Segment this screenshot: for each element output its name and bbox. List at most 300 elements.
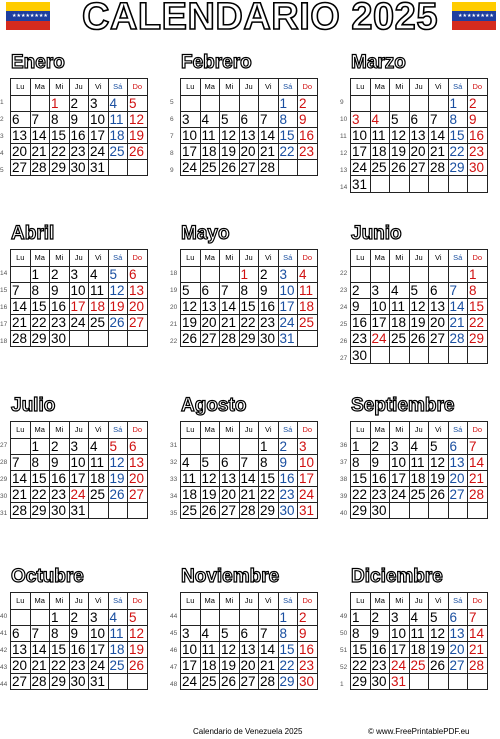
empty-cell xyxy=(181,439,201,455)
day-cell: 5 xyxy=(200,455,220,471)
day-cell: 23 xyxy=(259,315,279,331)
empty-cell xyxy=(351,96,371,112)
day-cell: 23 xyxy=(50,487,70,503)
day-cell: 2 xyxy=(278,439,298,455)
day-cell: 20 xyxy=(220,487,240,503)
day-cell: 29 xyxy=(278,674,298,690)
day-cell: 3 xyxy=(89,96,109,112)
day-cell: 1 xyxy=(278,610,298,626)
week-number: 29 xyxy=(0,476,8,484)
day-cell: 25 xyxy=(108,144,128,160)
day-cell: 11 xyxy=(89,455,109,471)
day-cell: 20 xyxy=(448,642,468,658)
week-number: 32 xyxy=(170,459,178,467)
day-cell: 12 xyxy=(108,455,128,471)
day-cell: 9 xyxy=(298,112,318,128)
day-cell: 19 xyxy=(390,144,410,160)
week-number: 48 xyxy=(170,681,178,689)
day-cell: 4 xyxy=(200,626,220,642)
day-cell: 22 xyxy=(50,658,70,674)
week-number: 8 xyxy=(170,150,174,158)
weekday-header: Sá xyxy=(448,422,468,439)
day-cell: 21 xyxy=(468,642,488,658)
day-cell: 20 xyxy=(11,144,31,160)
day-cell: 12 xyxy=(220,128,240,144)
empty-cell xyxy=(370,96,390,112)
weekday-header: Vi xyxy=(89,250,109,267)
day-cell: 18 xyxy=(298,299,318,315)
day-cell: 29 xyxy=(30,503,50,519)
day-cell: 15 xyxy=(30,471,50,487)
week-number: 14 xyxy=(0,270,8,277)
day-cell: 6 xyxy=(128,267,148,283)
weekday-header: Do xyxy=(298,79,318,96)
day-cell: 18 xyxy=(409,642,429,658)
week-number: 44 xyxy=(0,681,8,689)
day-cell: 10 xyxy=(89,626,109,642)
empty-cell xyxy=(128,160,148,176)
day-cell: 28 xyxy=(11,331,31,347)
weekday-header: Mi xyxy=(390,422,410,439)
empty-cell xyxy=(370,267,390,283)
day-cell: 19 xyxy=(108,471,128,487)
empty-cell xyxy=(30,610,50,626)
week-number: 42 xyxy=(0,647,8,655)
weekday-header: Vi xyxy=(89,79,109,96)
week-number: 9 xyxy=(170,167,174,175)
day-cell: 9 xyxy=(370,626,390,642)
day-cell: 11 xyxy=(370,128,390,144)
day-cell: 10 xyxy=(351,128,371,144)
day-cell: 6 xyxy=(429,283,449,299)
day-cell: 3 xyxy=(298,439,318,455)
day-cell: 5 xyxy=(181,283,201,299)
day-cell: 23 xyxy=(298,658,318,674)
day-cell: 2 xyxy=(370,610,390,626)
empty-cell xyxy=(409,176,429,192)
day-cell: 29 xyxy=(351,503,371,519)
empty-cell xyxy=(11,439,31,455)
day-cell: 3 xyxy=(181,112,201,128)
week-number: 46 xyxy=(170,647,178,655)
empty-cell xyxy=(390,347,410,363)
day-cell: 15 xyxy=(30,299,50,315)
day-cell: 30 xyxy=(351,347,371,363)
day-cell: 4 xyxy=(200,112,220,128)
day-cell: 1 xyxy=(50,610,70,626)
day-cell: 1 xyxy=(448,96,468,112)
day-cell: 14 xyxy=(11,471,31,487)
day-cell: 9 xyxy=(50,455,70,471)
day-cell: 16 xyxy=(351,315,371,331)
week-number: 17 xyxy=(0,321,8,329)
day-cell: 7 xyxy=(468,439,488,455)
day-cell: 13 xyxy=(128,283,148,299)
empty-cell xyxy=(181,267,201,283)
month-grid xyxy=(350,592,488,690)
day-cell: 23 xyxy=(351,331,371,347)
day-cell: 26 xyxy=(108,487,128,503)
day-cell: 18 xyxy=(108,128,128,144)
week-number: 12 xyxy=(340,150,348,158)
day-cell: 29 xyxy=(239,331,259,347)
empty-cell xyxy=(200,439,220,455)
day-cell: 8 xyxy=(50,112,70,128)
day-cell: 7 xyxy=(11,283,31,299)
day-cell: 13 xyxy=(448,626,468,642)
day-cell: 28 xyxy=(239,503,259,519)
empty-cell xyxy=(11,96,31,112)
weekday-header: Mi xyxy=(220,593,240,610)
day-cell: 7 xyxy=(220,283,240,299)
week-numbers xyxy=(340,437,350,522)
day-cell: 26 xyxy=(108,315,128,331)
month-name: Abril xyxy=(11,223,55,244)
day-cell: 10 xyxy=(278,283,298,299)
day-cell: 30 xyxy=(69,160,89,176)
week-number: 31 xyxy=(170,442,178,449)
day-cell: 19 xyxy=(429,471,449,487)
weekday-header: Do xyxy=(468,250,488,267)
day-cell: 14 xyxy=(468,455,488,471)
day-cell: 8 xyxy=(50,626,70,642)
day-cell: 27 xyxy=(429,331,449,347)
empty-cell xyxy=(409,96,429,112)
day-cell: 20 xyxy=(128,471,148,487)
week-number: 6 xyxy=(170,116,174,124)
month-grid xyxy=(180,78,318,176)
day-cell: 2 xyxy=(468,96,488,112)
day-cell: 26 xyxy=(220,160,240,176)
weekday-header: Ma xyxy=(370,79,390,96)
day-cell: 19 xyxy=(108,299,128,315)
day-cell: 3 xyxy=(89,610,109,626)
day-cell: 21 xyxy=(239,487,259,503)
week-number: 49 xyxy=(340,613,348,620)
day-cell: 15 xyxy=(239,299,259,315)
day-cell: 19 xyxy=(200,487,220,503)
day-cell: 22 xyxy=(259,487,279,503)
day-cell: 12 xyxy=(128,626,148,642)
day-cell: 14 xyxy=(220,299,240,315)
day-cell: 22 xyxy=(30,487,50,503)
day-cell: 2 xyxy=(370,439,390,455)
empty-cell xyxy=(409,503,429,519)
day-cell: 13 xyxy=(429,299,449,315)
weekday-header: Ma xyxy=(200,593,220,610)
day-cell: 9 xyxy=(370,455,390,471)
day-cell: 21 xyxy=(259,144,279,160)
day-cell: 22 xyxy=(30,315,50,331)
day-cell: 16 xyxy=(278,471,298,487)
week-numbers xyxy=(340,265,350,368)
month-grid xyxy=(10,249,148,347)
day-cell: 24 xyxy=(69,315,89,331)
weekday-header: Ma xyxy=(30,79,50,96)
day-cell: 4 xyxy=(89,439,109,455)
day-cell: 12 xyxy=(390,128,410,144)
day-cell: 17 xyxy=(89,128,109,144)
week-number: 9 xyxy=(340,99,344,106)
day-cell: 18 xyxy=(89,471,109,487)
day-cell: 3 xyxy=(351,112,371,128)
week-number: 22 xyxy=(340,270,348,277)
empty-cell xyxy=(259,96,279,112)
day-cell: 22 xyxy=(448,144,468,160)
weekday-header: Ju xyxy=(409,422,429,439)
weekday-header: Lu xyxy=(351,250,371,267)
day-cell: 26 xyxy=(429,658,449,674)
day-cell: 30 xyxy=(50,331,70,347)
weekday-header: Sá xyxy=(278,79,298,96)
day-cell: 26 xyxy=(128,144,148,160)
day-cell: 13 xyxy=(200,299,220,315)
empty-cell xyxy=(181,96,201,112)
week-number: 13 xyxy=(340,167,348,175)
weekday-header: Sá xyxy=(448,250,468,267)
weekday-header: Do xyxy=(128,79,148,96)
day-cell: 1 xyxy=(30,439,50,455)
day-cell: 26 xyxy=(220,674,240,690)
day-cell: 30 xyxy=(468,160,488,176)
day-cell: 3 xyxy=(181,626,201,642)
day-cell: 17 xyxy=(89,642,109,658)
day-cell: 16 xyxy=(298,128,318,144)
day-cell: 17 xyxy=(69,471,89,487)
day-cell: 16 xyxy=(50,299,70,315)
day-cell: 10 xyxy=(69,283,89,299)
day-cell: 22 xyxy=(468,315,488,331)
day-cell: 4 xyxy=(108,96,128,112)
day-cell: 2 xyxy=(50,267,70,283)
day-cell: 13 xyxy=(220,471,240,487)
empty-cell xyxy=(30,96,50,112)
empty-cell xyxy=(239,96,259,112)
weekday-header: Mi xyxy=(390,593,410,610)
day-cell: 19 xyxy=(220,144,240,160)
day-cell: 4 xyxy=(390,283,410,299)
day-cell: 25 xyxy=(390,331,410,347)
empty-cell xyxy=(220,439,240,455)
day-cell: 20 xyxy=(200,315,220,331)
day-cell: 22 xyxy=(50,144,70,160)
day-cell: 2 xyxy=(298,96,318,112)
day-cell: 13 xyxy=(239,128,259,144)
day-cell: 6 xyxy=(448,610,468,626)
weekday-header: Ma xyxy=(370,593,390,610)
day-cell: 16 xyxy=(370,471,390,487)
day-cell: 23 xyxy=(69,658,89,674)
week-number: 37 xyxy=(340,459,348,467)
empty-cell xyxy=(108,674,128,690)
week-number: 38 xyxy=(340,476,348,484)
weekday-header: Ju xyxy=(69,593,89,610)
weekday-header: Mi xyxy=(390,250,410,267)
empty-cell xyxy=(429,267,449,283)
day-cell: 18 xyxy=(370,144,390,160)
weekday-header: Vi xyxy=(259,250,279,267)
day-cell: 20 xyxy=(409,144,429,160)
weekday-header: Do xyxy=(468,593,488,610)
page-title: CALENDARIO 2025 xyxy=(82,0,438,38)
day-cell: 20 xyxy=(239,144,259,160)
week-number: 20 xyxy=(170,304,178,312)
day-cell: 4 xyxy=(181,455,201,471)
day-cell: 14 xyxy=(30,128,50,144)
day-cell: 31 xyxy=(89,160,109,176)
week-number: 25 xyxy=(340,321,348,329)
day-cell: 9 xyxy=(351,299,371,315)
day-cell: 30 xyxy=(259,331,279,347)
weekday-header: Sá xyxy=(448,79,468,96)
weekday-header: Lu xyxy=(11,250,31,267)
day-cell: 17 xyxy=(278,299,298,315)
weekday-header: Lu xyxy=(181,250,201,267)
day-cell: 11 xyxy=(409,626,429,642)
venezuela-flag-left: ★★★★★★★★ xyxy=(6,2,50,30)
day-cell: 29 xyxy=(50,674,70,690)
day-cell: 18 xyxy=(390,315,410,331)
weekday-header: Do xyxy=(128,250,148,267)
empty-cell xyxy=(370,176,390,192)
week-numbers xyxy=(170,608,180,693)
week-number: 18 xyxy=(170,270,178,277)
week-numbers xyxy=(340,94,350,197)
day-cell: 10 xyxy=(69,455,89,471)
day-cell: 11 xyxy=(390,299,410,315)
day-cell: 9 xyxy=(69,626,89,642)
day-cell: 23 xyxy=(370,658,390,674)
weekday-header: Do xyxy=(128,422,148,439)
day-cell: 7 xyxy=(30,112,50,128)
day-cell: 25 xyxy=(298,315,318,331)
weekday-header: Do xyxy=(298,422,318,439)
day-cell: 2 xyxy=(69,610,89,626)
week-number: 44 xyxy=(170,613,178,620)
month-grid xyxy=(180,421,318,519)
day-cell: 4 xyxy=(298,267,318,283)
weekday-header: Do xyxy=(468,422,488,439)
day-cell: 17 xyxy=(370,315,390,331)
day-cell: 26 xyxy=(409,331,429,347)
day-cell: 2 xyxy=(259,267,279,283)
day-cell: 6 xyxy=(448,439,468,455)
week-number: 33 xyxy=(170,476,178,484)
day-cell: 28 xyxy=(468,658,488,674)
week-numbers xyxy=(340,608,350,693)
day-cell: 14 xyxy=(259,128,279,144)
day-cell: 3 xyxy=(69,439,89,455)
day-cell: 17 xyxy=(69,299,89,315)
day-cell: 20 xyxy=(128,299,148,315)
day-cell: 16 xyxy=(69,642,89,658)
month-name: Febrero xyxy=(181,52,252,73)
day-cell: 13 xyxy=(128,455,148,471)
weekday-header: Ju xyxy=(239,79,259,96)
day-cell: 29 xyxy=(50,160,70,176)
day-cell: 22 xyxy=(278,144,298,160)
day-cell: 21 xyxy=(30,658,50,674)
day-cell: 19 xyxy=(429,642,449,658)
day-cell: 17 xyxy=(390,471,410,487)
day-cell: 13 xyxy=(11,128,31,144)
day-cell: 5 xyxy=(220,112,240,128)
day-cell: 2 xyxy=(351,283,371,299)
day-cell: 10 xyxy=(390,455,410,471)
day-cell: 23 xyxy=(298,144,318,160)
weekday-header: Do xyxy=(128,593,148,610)
day-cell: 14 xyxy=(11,299,31,315)
weekday-header: Mi xyxy=(50,593,70,610)
day-cell: 16 xyxy=(259,299,279,315)
weekday-header: Sá xyxy=(278,422,298,439)
week-number: 1 xyxy=(0,99,4,106)
month-grid xyxy=(350,78,488,193)
weekday-header: Vi xyxy=(429,79,449,96)
day-cell: 1 xyxy=(278,96,298,112)
day-cell: 28 xyxy=(30,674,50,690)
day-cell: 7 xyxy=(239,455,259,471)
day-cell: 31 xyxy=(69,503,89,519)
month-name: Julio xyxy=(11,395,56,416)
weekday-header: Ma xyxy=(200,250,220,267)
empty-cell xyxy=(468,503,488,519)
day-cell: 6 xyxy=(220,455,240,471)
weekday-header: Ju xyxy=(239,250,259,267)
week-number: 4 xyxy=(0,150,4,158)
empty-cell xyxy=(220,96,240,112)
day-cell: 23 xyxy=(278,487,298,503)
weekday-header: Mi xyxy=(50,250,70,267)
day-cell: 1 xyxy=(30,267,50,283)
month-grid xyxy=(180,249,318,347)
day-cell: 13 xyxy=(409,128,429,144)
empty-cell xyxy=(390,96,410,112)
weekday-header: Sá xyxy=(278,250,298,267)
day-cell: 25 xyxy=(200,674,220,690)
weekday-header: Ju xyxy=(69,250,89,267)
day-cell: 5 xyxy=(108,439,128,455)
weekday-header: Vi xyxy=(429,593,449,610)
day-cell: 24 xyxy=(370,331,390,347)
day-cell: 24 xyxy=(390,487,410,503)
day-cell: 17 xyxy=(181,658,201,674)
day-cell: 8 xyxy=(239,283,259,299)
week-number: 11 xyxy=(340,133,347,141)
day-cell: 6 xyxy=(200,283,220,299)
empty-cell xyxy=(11,610,31,626)
week-number: 40 xyxy=(340,510,348,518)
day-cell: 21 xyxy=(11,487,31,503)
day-cell: 14 xyxy=(448,299,468,315)
day-cell: 1 xyxy=(259,439,279,455)
empty-cell xyxy=(89,331,109,347)
weekday-header: Sá xyxy=(108,593,128,610)
weekday-header: Vi xyxy=(259,593,279,610)
day-cell: 14 xyxy=(468,626,488,642)
day-cell: 10 xyxy=(89,112,109,128)
weekday-header: Lu xyxy=(351,593,371,610)
day-cell: 21 xyxy=(259,658,279,674)
empty-cell xyxy=(89,503,109,519)
day-cell: 28 xyxy=(259,160,279,176)
empty-cell xyxy=(448,176,468,192)
day-cell: 1 xyxy=(351,610,371,626)
day-cell: 9 xyxy=(69,112,89,128)
weekday-header: Sá xyxy=(108,422,128,439)
day-cell: 28 xyxy=(259,674,279,690)
week-number: 3 xyxy=(0,133,4,141)
